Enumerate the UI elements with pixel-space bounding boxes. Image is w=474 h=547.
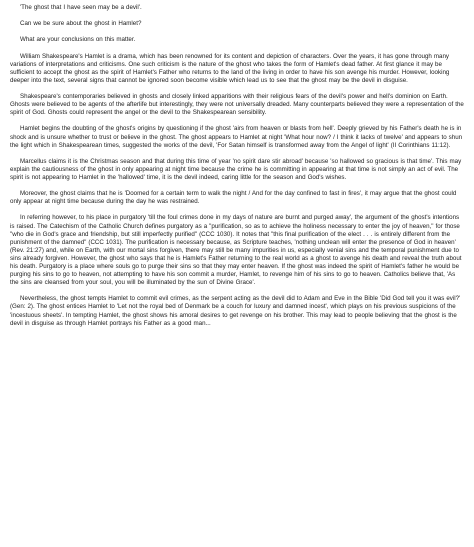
paragraph-doomed: Moreover, the ghost claims that he is 'Doomed for a certain term to walk the night / And for the day confined to fast in fires', it may argue that the ghost could only appear at night time because during the day he was restrained.: [10, 190, 457, 206]
essay-prompt: What are your conclusions on this matter.: [20, 36, 136, 44]
paragraph-contemporaries: Shakespeare's contemporaries believed in ghosts and closely linked apparitions with their religious fears of the devil's power and hell's dominion on Earth. Ghosts were believed to be agents of the afterlife but interestingly, they were not universally dreaded. Many counterparts believed they were a representation of the spirit of God. Ghosts could represent the angel or the devil to the Shakespearean sensibility.: [10, 93, 464, 117]
paragraph-introduction: William Shakespeare's Hamlet is a drama, which has been renowned for its content and depiction of characters. Over the years, it has gone through many variations of interpretations and criticisms. One such criticism is the nature of the ghost who takes the form of Hamlet's dead father. At first glance it may be sufficient to accept the ghost as the spirit of Hamlet's Father who returns to the land of the living in order to have his son avenge his murder. However, looking deeper into the text, several signs that cannot be ignored soon become visible which lead us to see that the ghost may be the devil in disguise.: [10, 52, 450, 84]
essay-question: Can we be sure about the ghost in Hamlet?: [20, 20, 142, 28]
essay-quote-title: 'The ghost that I have seen may be a devil'.: [20, 4, 142, 11]
paragraph-doubting: Hamlet begins the doubting of the ghost's origins by questioning if the ghost 'airs from heaven or blasts from hell'. Deeply grieved by his Father's death he is in shock and is unsure whether to trust or believe in the ghost. The ghost appears to Hamlet at night 'What hour now? / I think it lacks of twelve' and appears to shun the light which in Shakespearean times, suggested the works of the devil, 'For Satan himself is transformed away from the Angel of light' (II Corinthians 11:12).: [10, 125, 463, 149]
paragraph-marcellus: Marcellus claims it is the Christmas season and that during this time of year 'no spirit dare stir abroad' because 'so hallowed so gracious is that time'. This may explain the cautiousness of the ghost in only appearing at night time because the crime he is committing in appearing at that time is not simply an act of evil. The spirit is not appearing to Hamlet in the 'hallowed' time, it is the devil indeed, caring little for the season and God's wishes.: [10, 157, 462, 181]
paragraph-temptation: Nevertheless, the ghost tempts Hamlet to commit evil crimes, as the serpent acting as the devil did to Adam and Eve in the Bible 'Did God tell you it was evil?' (Gen: 2). The ghost entices Hamlet to 'Let not the royal bed of Denmark be a couch for luxury and damned incest', which plays on his previous suspicions of the 'incestuous sheets'. In tempting Hamlet, the ghost shows his amoral desires to get revenge on his brother. This may lead to people believing that the ghost is the devil in disguise as through Hamlet portrays his Father as a good man...: [10, 295, 461, 327]
paragraph-purgatory: In referring however, to his place in purgatory 'till the foul crimes done in my days of nature are burnt and purged away', the argument of the ghost's intentions is raised. The Catechism of the Catholic Church defines purgatory as a "purification, so as to achieve the holiness necessary to enter the joy of heaven," for those "who die in God's grace and friendship, but still imperfectly purified" (CCC 1030). It notes that "this final purification of the elect . . . is entirely different from the punishment of the damned" (CCC 1031). The purification is necessary because, as Scripture teaches, 'nothing unclean will enter the presence of God in heaven' (Rev. 21:27) and, while on Earth, with our mortal sins forgiven, there may still be many impurities in us, especially venial sins and the temporal punishment due to sins already forgiven. However, the ghost who says that he is Hamlet's Father returning to the real world as a ghost to avenge his death and reveal the truth about his death. Purgatory is a place where souls go to purge their sins so that they may enter heaven. If the ghost was indeed the spirit of Hamlet's father he would be purging his sins to go to heaven, not attempting to have his son commit a murder, Hamlet, to revenge him of his sins to go to heaven. Catholics believe that, 'As the sins are cleansed from your soul, you will be illuminated by the sun of Divine Grace'.: [10, 214, 462, 287]
